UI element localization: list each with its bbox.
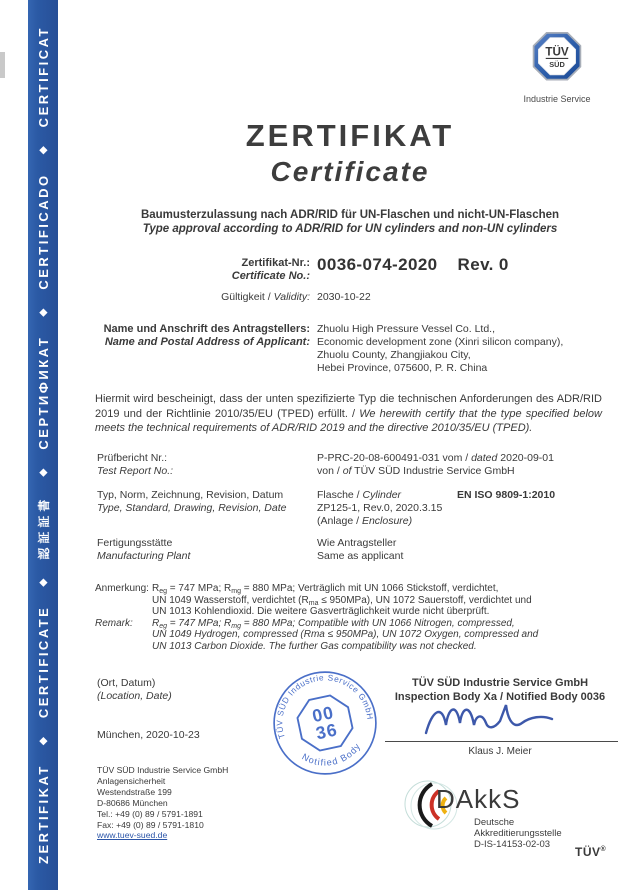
stamp-arc-top-text: TÜV SÜD Industrie Service GmbH bbox=[274, 672, 376, 741]
band-word-certificat: CERTIFICAT bbox=[35, 26, 51, 128]
remark-en-line2 bbox=[95, 629, 607, 641]
applicant-line: Zhuolu County, Zhangjiakou City, bbox=[317, 349, 471, 361]
website-link[interactable]: www.tuev-sued.de bbox=[97, 830, 168, 841]
signature bbox=[420, 697, 560, 741]
address-line: Anlagensicherheit bbox=[97, 775, 166, 786]
type-cylinder: Cylinder bbox=[362, 489, 402, 501]
subtitle-english: Type approval according to ADR/RID for UN cylinders and non-UN cylinders bbox=[142, 223, 558, 235]
band-word-zertifikat: ZERTIFIKAT bbox=[35, 764, 51, 864]
plant-value-de: Wie Antragsteller bbox=[317, 537, 397, 549]
remark-text: = 880 MPa; Compatible with UN 1066 Nitrogen, compressed, bbox=[240, 617, 515, 629]
applicant-address bbox=[317, 323, 563, 375]
plant-value bbox=[317, 537, 403, 563]
test-report-von: von / bbox=[317, 465, 343, 477]
title-german: ZERTIFIKAT bbox=[245, 118, 455, 153]
remark-de-line2 bbox=[95, 595, 607, 607]
side-band-text bbox=[28, 0, 58, 890]
scan-edge-artifact bbox=[0, 52, 5, 78]
logo-caption: Industrie Service bbox=[523, 94, 591, 104]
inspection-body-name: TÜV SÜD Industrie Service GmbH bbox=[411, 677, 589, 689]
svg-text:Notified Body bbox=[299, 740, 366, 774]
test-report-dated: dated bbox=[471, 452, 498, 464]
validity-label-de: Gültigkeit / bbox=[221, 291, 274, 303]
signer-name: Klaus J. Meier bbox=[468, 746, 532, 757]
stamp-number-top: 00 bbox=[310, 702, 336, 727]
tuv-sued-logo bbox=[509, 30, 605, 104]
diamond-icon: ◆ bbox=[37, 146, 49, 155]
statement-english: We herewith certify that the type specified below meets the technical requirements of ADR/RID 2019 and the directive 2010/35/EU (TPED). bbox=[95, 407, 602, 435]
applicant-label-de: Name und Anschrift des Antragstellers: bbox=[103, 323, 310, 335]
place-date-value: München, 2020-10-23 bbox=[97, 729, 200, 741]
inspection-body-role: Inspection Body Xa / Notified Body 0036 bbox=[394, 690, 606, 703]
applicant-line: Hebei Province, 075600, P. R. China bbox=[317, 362, 488, 374]
type-enclosure: Enclosure) bbox=[361, 515, 413, 527]
remark-sub: mg bbox=[231, 622, 241, 630]
test-report-label-de: Prüfbericht Nr.: bbox=[97, 452, 168, 464]
band-word-cjk: 認証証書 bbox=[36, 495, 51, 560]
diamond-icon: ◆ bbox=[37, 468, 49, 477]
address-line: D-80686 München bbox=[97, 797, 168, 808]
remark-text: R bbox=[152, 617, 160, 629]
applicant-line: Economic development zone (Xinri silicon company), bbox=[317, 336, 564, 348]
plant-label-de: Fertigungsstätte bbox=[97, 537, 173, 549]
logo-sued-text: SÜD bbox=[549, 60, 565, 70]
remark-sub: mg bbox=[231, 588, 241, 595]
tuv-trademark bbox=[575, 845, 606, 859]
cert-number: 0036-074-2020 bbox=[317, 255, 438, 274]
test-report-line2 bbox=[317, 465, 554, 478]
tuv-trademark-text: TÜV bbox=[575, 845, 601, 859]
test-report-line1 bbox=[317, 452, 554, 465]
remark-label-de: Anmerkung: bbox=[95, 583, 149, 594]
place-date-en: (Location, Date) bbox=[97, 690, 172, 702]
remark-text: = 747 MPa; R bbox=[167, 583, 232, 594]
type-line1 bbox=[317, 489, 442, 502]
place-date-label bbox=[97, 677, 172, 703]
remark-de-line1 bbox=[95, 583, 607, 595]
applicant-label-en: Name and Postal Address of Applicant: bbox=[104, 336, 310, 348]
remark-text: = 880 MPa; Verträglich mit UN 1066 Stickstoff, verdichtet, bbox=[240, 583, 499, 594]
validity-label-en: Validity: bbox=[273, 291, 310, 303]
band-word-certificate: CERTIFICATE bbox=[35, 605, 51, 719]
validity-value: 2030-10-22 bbox=[317, 291, 371, 303]
band-word-certificado: CERTIFICADO bbox=[35, 173, 51, 290]
test-report-value bbox=[317, 452, 554, 478]
test-report-label-en: Test Report No.: bbox=[97, 465, 174, 477]
remark-en-line1 bbox=[95, 618, 607, 630]
test-report-label bbox=[97, 452, 312, 478]
plant-label bbox=[97, 537, 312, 563]
type-label-de: Typ, Norm, Zeichnung, Revision, Datum bbox=[97, 489, 284, 501]
cert-no-label bbox=[95, 257, 310, 283]
remark-block bbox=[95, 583, 607, 652]
remark-text: UN 1049 Hydrogen, compressed (Rma ≤ 950MPa), UN 1072 Oxygen, compressed and bbox=[152, 629, 539, 640]
logo-tuv-text: TÜV bbox=[545, 45, 569, 59]
subtitle-german: Baumusterzulassung nach ADR/RID für UN-Flaschen und nicht-UN-Flaschen bbox=[140, 209, 560, 221]
remark-sub: eg bbox=[159, 588, 168, 595]
type-value bbox=[317, 489, 442, 528]
notified-body-stamp bbox=[261, 659, 389, 787]
remark-text: UN 1013 Carbon Dioxide. The further Gas compatibility was not checked. bbox=[152, 640, 477, 652]
remark-label-en: Remark: bbox=[95, 617, 133, 629]
remark-text: = 747 MPa; R bbox=[167, 617, 232, 629]
remark-sub: eg bbox=[159, 622, 168, 630]
test-report-issuer: TÜV SÜD Industrie Service GmbH bbox=[351, 465, 515, 477]
dakks-line: Deutsche bbox=[474, 817, 515, 828]
remark-sub: ma bbox=[308, 599, 319, 607]
type-line3 bbox=[317, 515, 442, 528]
remark-en-line3 bbox=[95, 641, 607, 653]
stamp-arc-bottom-text: Notified Body bbox=[300, 741, 363, 768]
address-line: Westendstraße 199 bbox=[97, 786, 172, 797]
remark-text: ≤ 950MPa), UN 1072 Sauerstoff, verdichtet und bbox=[318, 594, 532, 606]
dakks-caption bbox=[474, 817, 562, 850]
validity-label bbox=[95, 291, 310, 304]
plant-label-en: Manufacturing Plant bbox=[97, 550, 191, 562]
address-line: Tel.: +49 (0) 89 / 5791-1891 bbox=[97, 808, 203, 819]
issuer-address bbox=[97, 765, 228, 841]
standard-reference: EN ISO 9809-1:2010 bbox=[457, 489, 556, 501]
registered-icon: ® bbox=[600, 846, 607, 853]
remark-text: UN 1049 Wasserstoff, verdichtet (R bbox=[152, 594, 309, 606]
type-anlage: (Anlage / bbox=[317, 515, 362, 527]
remark-text: R bbox=[152, 583, 160, 594]
dakks-wordmark: DAkkS bbox=[436, 784, 521, 814]
subtitle bbox=[80, 208, 620, 236]
diamond-icon: ◆ bbox=[37, 578, 49, 587]
band-word-cyrillic: СЕРТИФИКАТ bbox=[35, 335, 51, 450]
place-date-de: (Ort, Datum) bbox=[97, 677, 156, 689]
applicant-label bbox=[95, 323, 310, 349]
title-english: Certificate bbox=[270, 156, 430, 187]
test-report-date: 2020-09-01 bbox=[497, 452, 554, 464]
statement-german: Hiermit wird bescheinigt, dass der unten spezifizierte Typ die technischen Anforderungen des ADR/RID 2019 und der Richtlinie 2010/35/EU (TPED) erfüllt. / bbox=[95, 393, 602, 420]
statement-paragraph bbox=[95, 392, 602, 436]
type-flasche: Flasche / bbox=[317, 489, 363, 501]
cert-no-label-de: Zertifikat-Nr.: bbox=[241, 257, 310, 269]
plant-value-en: Same as applicant bbox=[317, 550, 404, 562]
cert-no-label-en: Certificate No.: bbox=[231, 270, 310, 282]
cert-revision: Rev. 0 bbox=[457, 255, 509, 274]
remark-text: UN 1013 Kohlendioxid. Die weitere Gasverträglichkeit wurde nicht überprüft. bbox=[152, 606, 490, 617]
dakks-line: Akkreditierungsstelle bbox=[474, 828, 562, 839]
tuv-sued-octagon-icon bbox=[531, 30, 583, 86]
diamond-icon: ◆ bbox=[37, 737, 49, 745]
signature-line bbox=[385, 741, 618, 742]
cert-no-value bbox=[317, 255, 509, 275]
address-line: TÜV SÜD Industrie Service GmbH bbox=[97, 765, 229, 775]
dakks-accreditation-number: D-IS-14153-02-03 bbox=[474, 839, 551, 850]
test-report-no: P-PRC-20-08-600491-031 vom / bbox=[317, 452, 472, 464]
applicant-line: Zhuolu High Pressure Vessel Co. Ltd., bbox=[317, 323, 496, 335]
type-line2: ZP125-1, Rev.0, 2020.3.15 bbox=[317, 502, 443, 514]
diamond-icon: ◆ bbox=[37, 308, 49, 317]
type-label bbox=[97, 489, 312, 515]
type-label-en: Type, Standard, Drawing, Revision, Date bbox=[97, 502, 287, 514]
remark-de-line3 bbox=[95, 606, 607, 618]
test-report-of: of bbox=[342, 465, 352, 477]
stamp-number-bottom: 36 bbox=[314, 719, 340, 744]
address-line: Fax: +49 (0) 89 / 5791-1810 bbox=[97, 819, 204, 830]
